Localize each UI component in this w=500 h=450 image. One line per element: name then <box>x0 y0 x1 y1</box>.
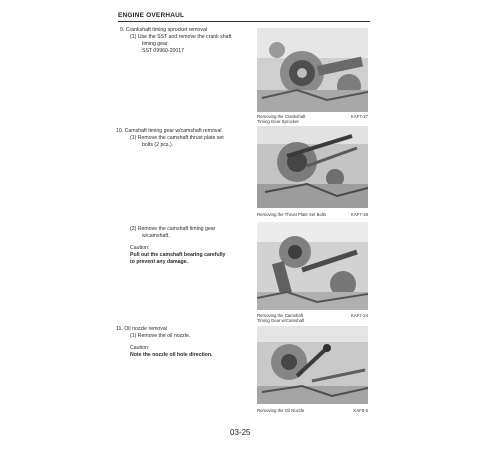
figure-4-code: KAF8-5 <box>353 408 368 413</box>
step-11-caution-line1: Note the nozzle oil hole direction. <box>130 352 213 358</box>
figure-3-caption-line2: Timing Gear w/Camshaft <box>257 318 305 323</box>
photo-thrust-plate <box>257 126 368 208</box>
step-11-caution-label: Caution: <box>130 345 150 351</box>
page-number: 03-25 <box>230 428 251 437</box>
figure-camshaft-timing-gear <box>257 222 368 310</box>
photo-camshaft <box>257 222 368 310</box>
figure-1-caption <box>257 114 368 124</box>
step-10-sub2: bolts (2 pcs.). <box>142 142 174 148</box>
figure-1-caption-line1: Removing the Crankshaft <box>257 114 306 119</box>
step-9-sub1: (1) Use the SST and remove the crank shaft <box>130 34 232 40</box>
figure-3-caption <box>257 313 368 323</box>
step-11-sub1: (1) Remove the oil nozzle. <box>130 333 191 339</box>
figure-2-code: KAF7-28 <box>351 212 368 217</box>
figure-1-caption-line2: Timing Gear Sprocket <box>257 119 299 124</box>
figure-3-caption-line1: Removing the Camshaft <box>257 313 304 318</box>
figure-4-caption <box>257 408 368 413</box>
step-9-title: 9. Crankshaft timing sprocket removal <box>120 27 208 33</box>
step-10-p2-line1: (2) Remove the camshaft timing gear <box>130 226 216 232</box>
step-10-sub1: (1) Remove the camshaft thrust plate set <box>130 135 224 141</box>
figure-1-code: KAF7-27 <box>351 114 368 119</box>
figure-4-caption-line1: Removing the Oil Nozzle <box>257 408 305 413</box>
header-rule <box>118 21 370 22</box>
figure-2-caption-line1: Removing the Thrust Plate Set Bolts <box>257 212 327 217</box>
figure-3-code: KAF7-24 <box>351 313 368 318</box>
figure-2-caption <box>257 212 368 217</box>
figure-crankshaft-sprocket <box>257 28 368 112</box>
step-10-caution-line1: Pull out the camshaft bearing carefully <box>130 252 226 258</box>
step-10-caution-line2: to prevent any damage. <box>130 259 188 265</box>
photo-oil-nozzle <box>257 326 368 404</box>
step-10-p2-line2: w/camshaft. <box>142 233 170 239</box>
figure-oil-nozzle <box>257 326 368 404</box>
step-9-sst: SST 09960-20017 <box>142 48 185 54</box>
figure-thrust-plate-bolts <box>257 126 368 208</box>
step-10-caution-label: Caution: <box>130 245 150 251</box>
step-10-title: 10. Camshaft timing gear w/camshaft removal <box>116 128 222 134</box>
step-11-title: 11. Oil nozzle removal <box>116 326 167 332</box>
step-9-sub2: timing gear. <box>142 41 169 47</box>
section-header: ENGINE OVERHAUL <box>118 12 185 19</box>
photo-crankshaft <box>257 28 368 112</box>
